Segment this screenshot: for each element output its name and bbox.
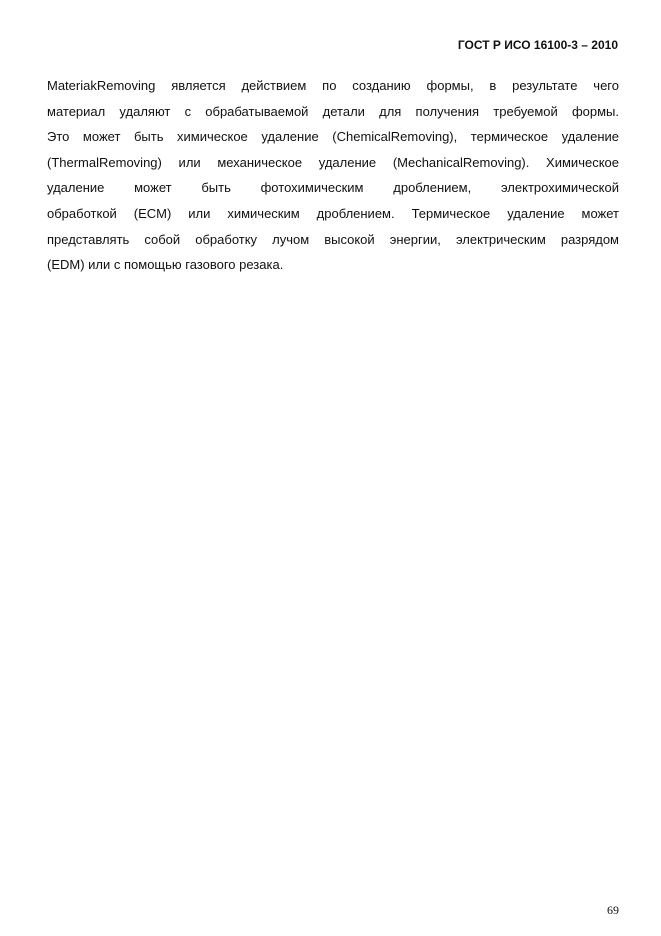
- paragraph-line: Это может быть химическое удаление (ChemicalRemoving), термическое удаление: [47, 129, 619, 145]
- paragraph-line: представлять собой обработку лучом высокой энергии, электрическим разрядом: [47, 231, 619, 247]
- paragraph-line: MateriakRemoving является действием по созданию формы, в результате чего: [47, 78, 619, 93]
- body-paragraph: [47, 73, 619, 278]
- paragraph-line: удаление может быть фотохимическим дроблением, электрохимической: [47, 180, 619, 196]
- paragraph-line: обработкой (ECM) или химическим дроблением. Термическое удаление может: [47, 205, 619, 221]
- paragraph-line: (ThermalRemoving) или механическое удаление (MechanicalRemoving). Химическое: [47, 154, 619, 170]
- standard-title: ГОСТ Р ИСО 16100-3 – 2010: [457, 38, 618, 52]
- paragraph-line: материал удаляют с обрабатываемой детали для получения требуемой формы.: [47, 103, 619, 119]
- paragraph-line: (EDM) или с помощью газового резака.: [47, 257, 284, 273]
- page-number: 69: [607, 903, 619, 917]
